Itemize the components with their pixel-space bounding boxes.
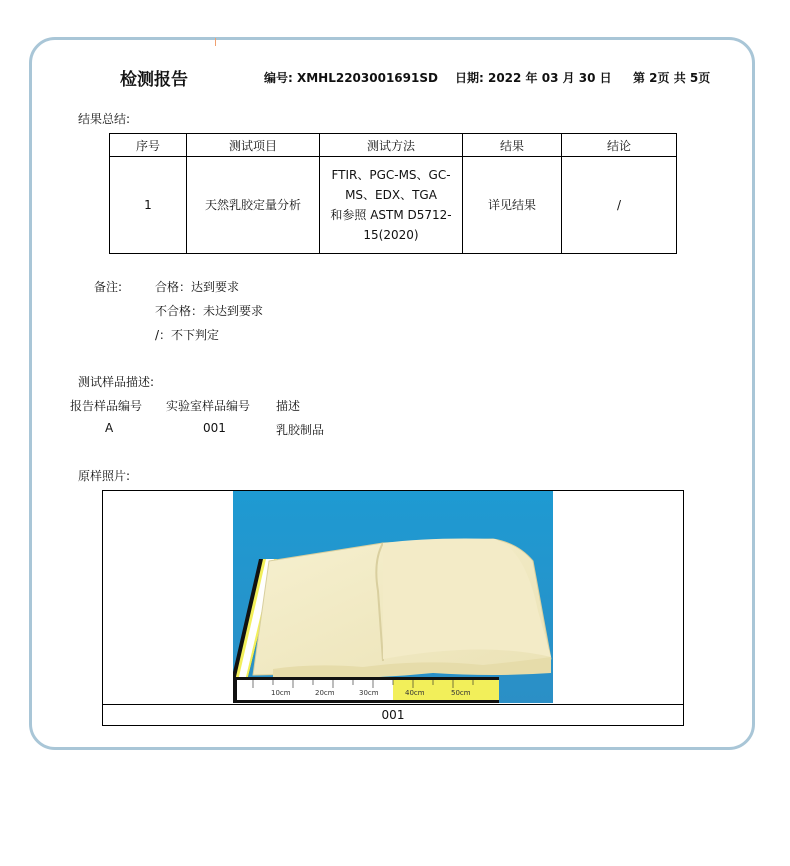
ruler-label: 10cm bbox=[271, 689, 291, 697]
photo-caption: 001 bbox=[381, 708, 405, 722]
table-row bbox=[110, 157, 677, 254]
note-no-judgement: /：不下判定 bbox=[155, 328, 220, 342]
sample-photo bbox=[233, 491, 553, 703]
ruler-label: 30cm bbox=[359, 689, 379, 697]
report-date: 日期: 2022 年 03 月 30 日 bbox=[455, 71, 612, 85]
column-header-result: 结果 bbox=[463, 134, 562, 157]
sample-lab-no: 001 bbox=[203, 421, 226, 435]
report-title: 检测报告 bbox=[120, 70, 188, 90]
column-header-item: 测试项目 bbox=[187, 134, 320, 157]
page-indicator: 第 2页 共 5页 bbox=[633, 71, 711, 85]
cell-no: 1 bbox=[110, 157, 187, 254]
results-table-header-row bbox=[110, 134, 677, 157]
note-fail: 不合格：未达到要求 bbox=[155, 304, 264, 318]
report-number: 编号: XMHL2203001691SD bbox=[264, 71, 438, 85]
method-line: 15(2020) bbox=[363, 228, 419, 242]
note-pass: 合格：达到要求 bbox=[155, 280, 240, 294]
summary-label: 结果总结: bbox=[78, 112, 131, 126]
column-header-no: 序号 bbox=[110, 134, 187, 157]
sample-label: 测试样品描述: bbox=[78, 375, 155, 389]
cell-conclusion: / bbox=[562, 157, 677, 254]
photo-label: 原样照片: bbox=[78, 469, 131, 483]
method-line: 和参照 ASTM D5712- bbox=[330, 208, 452, 222]
orange-tick-mark bbox=[215, 38, 216, 46]
ruler-label: 20cm bbox=[315, 689, 335, 697]
sample-photo-box bbox=[102, 490, 684, 726]
cell-method bbox=[320, 157, 463, 254]
sample-header-lab-no: 实验室样品编号 bbox=[166, 399, 251, 413]
sample-description: 乳胶制品 bbox=[276, 423, 325, 437]
results-table bbox=[109, 133, 677, 254]
sample-header-report-no: 报告样品编号 bbox=[70, 399, 143, 413]
horizontal-ruler bbox=[233, 677, 499, 703]
ruler-label: 40cm bbox=[405, 689, 425, 697]
cell-result: 详见结果 bbox=[463, 157, 562, 254]
column-header-conclusion: 结论 bbox=[562, 134, 677, 157]
ruler-label: 50cm bbox=[451, 689, 471, 697]
method-line: FTIR、PGC-MS、GC- bbox=[331, 168, 451, 182]
cell-item: 天然乳胶定量分析 bbox=[187, 157, 320, 254]
method-line: MS、EDX、TGA bbox=[345, 188, 437, 202]
sample-header-description: 描述 bbox=[276, 399, 301, 413]
column-header-method: 测试方法 bbox=[320, 134, 463, 157]
sample-report-no: A bbox=[105, 421, 114, 435]
notes-label: 备注: bbox=[94, 280, 123, 294]
